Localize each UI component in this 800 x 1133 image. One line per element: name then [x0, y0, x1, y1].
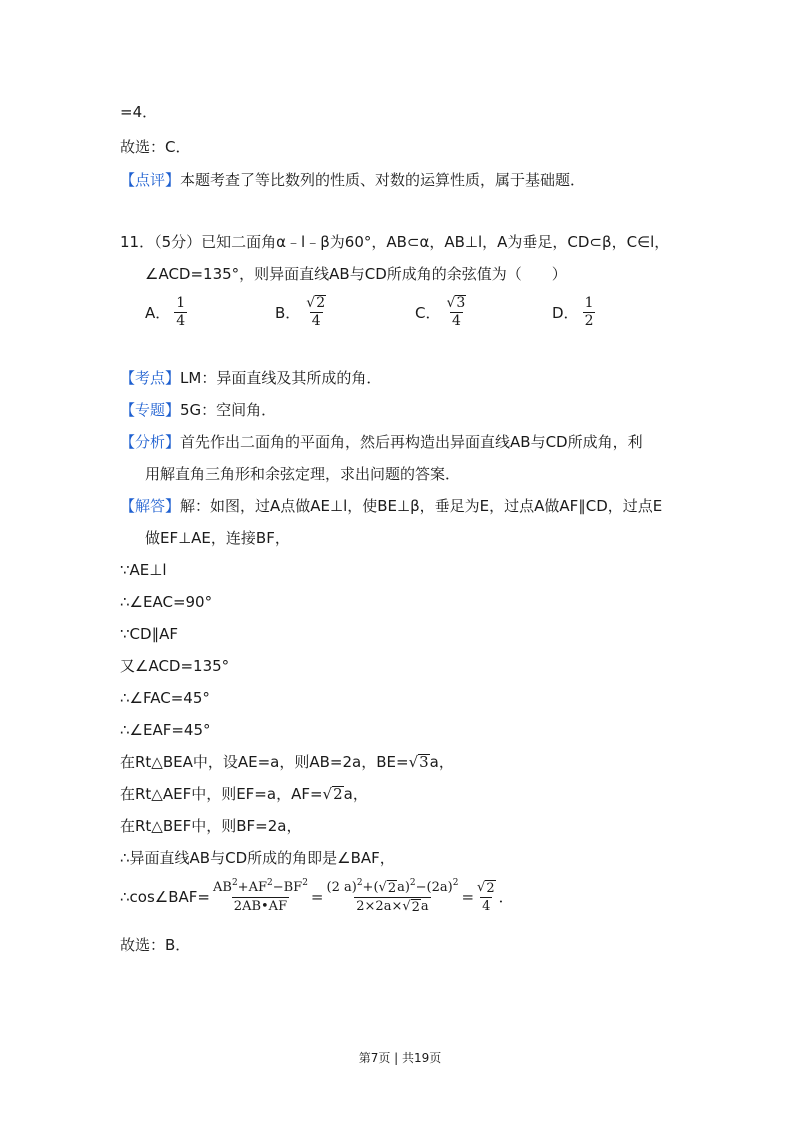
analysis-tag: 【分析】: [120, 433, 181, 451]
option-label: A．: [145, 303, 171, 322]
sqrt: √ 3: [408, 753, 429, 771]
option-label: B．: [275, 303, 301, 322]
comment-text: 本题考查了等比数列的性质、对数的运算性质，属于基础题．: [180, 171, 586, 189]
solution-line: 做EF⊥AE，连接BF，: [145, 529, 290, 547]
sqrt: √ 2: [378, 879, 397, 896]
question-line: ∠ACD=135°，则异面直线AB与CD所成角的余弦值为（ ）: [145, 265, 567, 283]
solution-tag: 【解答】: [120, 497, 181, 515]
sqrt: √ 2: [306, 294, 326, 311]
option-label: D．: [552, 303, 579, 322]
step-line: ∴∠EAF=45°: [120, 721, 211, 739]
sqrt: √ 2: [402, 898, 420, 915]
topic-line: 【专题】5G：空间角．: [120, 401, 277, 419]
topic-tag: 【专题】: [120, 401, 181, 419]
text-line: 故选：B．: [120, 936, 191, 954]
step-line: 又∠ACD=135°: [120, 657, 230, 675]
option-label: C．: [415, 303, 441, 322]
fraction: √ 2 4: [477, 879, 495, 914]
fraction: √ 2 4: [306, 294, 326, 329]
option-a: [145, 292, 187, 332]
option-b: [275, 292, 328, 332]
solution-line: 【解答】解：如图，过A点做AE⊥l，使BE⊥β，垂足为E，过点A做AF∥CD，过点E: [120, 497, 663, 515]
page-footer: 第7页 | 共19页: [358, 1051, 442, 1065]
fraction: $\frac{1}{2}$: [584, 294, 594, 329]
step-line: ∵AE⊥l: [120, 561, 167, 579]
step-line: 在Rt△BEA中，设AE=a，则AB=2a，BE= √ 3 a，: [120, 753, 454, 771]
step-line: ∴∠FAC=45°: [120, 689, 210, 707]
knowledge-point-tag: 【考点】: [120, 369, 181, 387]
text-line: 故选：C．: [120, 138, 191, 156]
step-line: 在Rt△AEF中，则EF=a，AF= √ 2 a，: [120, 785, 368, 803]
analysis-line: 【分析】首先作出二面角的平面角，然后再构造出异面直线AB与CD所成角，利: [120, 433, 643, 451]
step-line: ∵CD∥AF: [120, 625, 178, 643]
question-number: 11．: [120, 233, 155, 251]
analysis-line: 用解直角三角形和余弦定理，求出问题的答案．: [145, 465, 461, 483]
cosine-formula: ∴cos∠BAF= $\frac{AB^2+AF^2-BF^2}{2AB•AF}$ = (2 a)$^2$+( √ 2 $a)^2-(2a)^2$ 2×2a× √ 2 a = √ 2 4 ．: [120, 877, 514, 915]
option-c: [415, 292, 468, 332]
fraction: √ 3 4: [446, 294, 466, 329]
question-line: [120, 232, 669, 252]
question-text: 已知二面角α﹣l﹣β为60°，AB⊂α，AB⊥l，A为垂足，CD⊂β，C∈l，: [201, 233, 670, 251]
comment-line: [120, 170, 585, 190]
step-line: ∴∠EAC=90°: [120, 593, 213, 611]
knowledge-point-line: 【考点】LM：异面直线及其所成的角．: [120, 369, 382, 387]
option-d: [552, 292, 595, 332]
fraction: $\frac{AB^2+AF^2-BF^2}{2AB•AF}$: [212, 877, 308, 914]
sqrt: √ 3: [446, 294, 466, 311]
fraction: $\frac{1}{4}$: [176, 294, 186, 329]
text-line: =4．: [120, 103, 158, 121]
fraction: (2 a)$^2$+( √ 2 $a)^2-(2a)^2$ 2×2a× √ 2 a: [326, 877, 459, 915]
step-line: ∴异面直线AB与CD所成的角即是∠BAF，: [120, 849, 395, 867]
question-score: （5分）: [154, 233, 202, 251]
step-line: 在Rt△BEF中，则BF=2a，: [120, 817, 302, 835]
comment-tag: 【点评】: [120, 171, 181, 189]
sqrt: √ 2: [477, 879, 495, 896]
sqrt: √ 2: [322, 785, 343, 803]
